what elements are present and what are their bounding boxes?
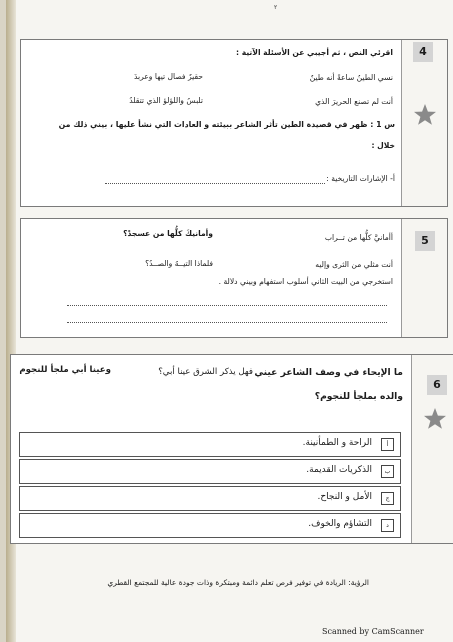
q4-verse1-left: حقيرٌ فصال تيها وعربدَ bbox=[133, 72, 203, 81]
page-edge-shadow bbox=[6, 0, 16, 642]
page-number: ٢ bbox=[274, 4, 278, 11]
q4-question-line2: خلال : bbox=[371, 141, 395, 150]
q5-verse2-right: أنت مثلي من الثرى وإليه bbox=[315, 260, 393, 269]
question-6-number: 6 bbox=[427, 375, 447, 395]
q4-verse1-right: نسي الطينُ ساعةً أنه طينٌ bbox=[309, 73, 393, 82]
question-4-number: 4 bbox=[413, 42, 433, 62]
q6-option-c[interactable] bbox=[19, 486, 401, 511]
question-4-block bbox=[20, 39, 448, 207]
q6-option-b[interactable] bbox=[19, 459, 401, 484]
q5-question: استخرجي من البيت الثاني أسلوب استفهام وبيني دلالة . bbox=[218, 277, 393, 286]
exam-page bbox=[6, 0, 453, 642]
option-letter: ج bbox=[381, 492, 394, 505]
q4-instruction: اقرئي النص ، ثم أجيبي عن الأسئلة الآتية : bbox=[236, 48, 393, 57]
q5-verse2-left: فلماذا التيــهُ والصــدُ؟ bbox=[145, 259, 213, 268]
question-4-content bbox=[21, 40, 402, 206]
question-5-content bbox=[21, 219, 402, 337]
option-letter: ب bbox=[381, 465, 394, 478]
q4-verse2-left: تلبسُ واللؤلؤ الذي تتقلدُ bbox=[129, 96, 203, 105]
q6-question-line1: ما الإيحاء في وصف الشاعر عيني bbox=[254, 367, 403, 378]
star-icon bbox=[413, 103, 437, 127]
q4-sub-label: أ- الإشارات التاريخية : bbox=[326, 174, 395, 183]
option-letter: د bbox=[381, 519, 394, 532]
footer-vision: الرؤية: الريادة في توفير فرص تعلم دائمة ومبتكرة وذات جودة عالية للمجتمع القطري bbox=[107, 578, 369, 587]
q5-verse1-left: وأمانيكَ كلُّها من عسجدْ؟ bbox=[123, 229, 213, 238]
q4-answer-line[interactable] bbox=[105, 183, 325, 184]
q5-answer-line-2[interactable] bbox=[67, 322, 387, 323]
q6-question-line2: والده بملجأ للنجوم؟ bbox=[314, 391, 403, 402]
q6-verse-left: فهل يذكر الشرق عينا أبي؟ bbox=[158, 367, 253, 377]
option-text: التشاؤم والخوف. bbox=[308, 519, 372, 529]
q6-option-a[interactable] bbox=[19, 432, 401, 457]
q4-verse2-right: أنت لم تصنع الحريرَ الذي bbox=[315, 97, 393, 106]
q6-verse-right: وعينا أبي ملجأ للنجوم bbox=[19, 365, 111, 375]
question-5-block bbox=[20, 218, 448, 338]
q5-answer-line-1[interactable] bbox=[67, 305, 387, 306]
option-text: الراحة و الطمأنينة. bbox=[302, 438, 372, 448]
q6-option-d[interactable] bbox=[19, 513, 401, 538]
option-text: الأمل و النجاح. bbox=[317, 492, 372, 502]
question-5-number: 5 bbox=[415, 231, 435, 251]
q4-question-line1: س 1 : ظهر في قصيدة الطين تأثر الشاعر ببيئته و العادات التي نشأ عليها ، بيني ذلك من bbox=[58, 120, 395, 129]
q5-verse1-right: أأمانيَّ كلُّها من تــراب bbox=[324, 233, 393, 242]
option-letter: أ bbox=[381, 438, 394, 451]
star-icon bbox=[423, 407, 447, 431]
option-text: الذكريات القديمة. bbox=[306, 465, 372, 475]
scanner-watermark: Scanned by CamScanner bbox=[322, 627, 424, 636]
